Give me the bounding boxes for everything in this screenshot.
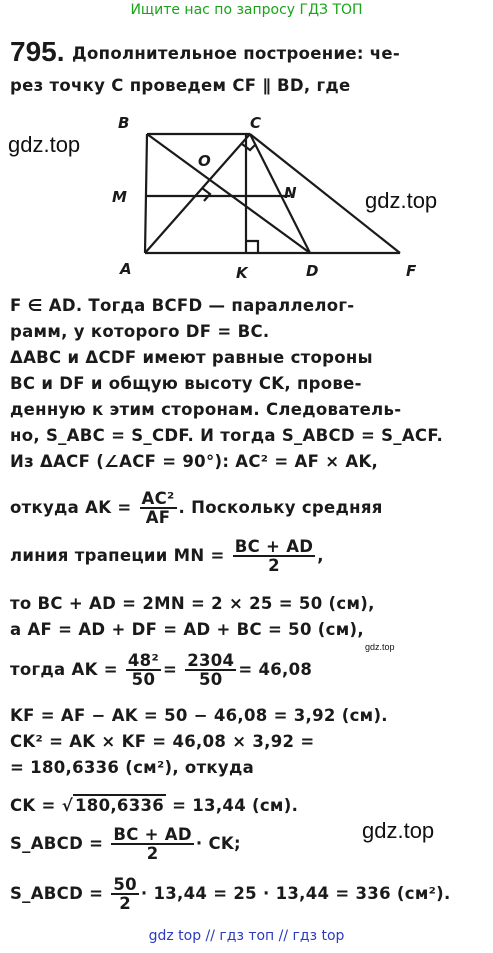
label-C: C: [250, 114, 262, 132]
text-line: а AF = AD + DF = AD + BC = 50 (см),: [10, 620, 364, 639]
text-line-fraction: S_ABCD = $\frac{BC + AD}{2}$ · CK;: [10, 825, 241, 864]
label-M: M: [112, 188, 127, 206]
label-K: K: [236, 264, 248, 282]
top-banner: Ищите нас по запросу ГДЗ ТОП: [130, 2, 363, 18]
watermark: gdz.top: [362, 818, 435, 843]
text-line: BC и DF и общую высоту CK, прове-: [10, 374, 362, 393]
text-line: то BC + AD = 2MN = 2 × 25 = 50 (см),: [10, 594, 375, 613]
text-line: Дополнительное построение: че-: [72, 44, 401, 63]
trapezoid-figure: [110, 108, 430, 288]
text-line: CK² = AK × KF = 46,08 × 3,92 =: [10, 732, 315, 751]
label-D: D: [306, 262, 319, 280]
label-A: A: [120, 260, 132, 278]
line-CD: [250, 134, 310, 253]
text-line: рез точку C проведем CF ∥ BD, где: [10, 76, 351, 95]
text-line: = 180,6336 (см²), откуда: [10, 758, 255, 777]
fraction-area: $\frac{BC + AD}{2}$: [113, 825, 192, 864]
line-CF: [250, 134, 400, 253]
bottom-banner: gdz top // гдз топ // гдз top: [148, 928, 345, 944]
text-line: F ∈ AD. Тогда BCFD — параллелог-: [10, 296, 355, 315]
fraction-midline: $\frac{BC + AD}{2}$: [234, 537, 314, 576]
text-line: но, S_ABC = S_CDF. И тогда S_ABCD = S_ACF.: [10, 426, 444, 445]
text-line-fraction: S_ABCD = $\frac{50}{2}$ · 13,44 = 25 · 13,44 = 336 (см²).: [10, 875, 451, 914]
right-angle-O: [202, 188, 210, 201]
fraction-2304-50: $\frac{2304}{50}$: [187, 651, 235, 690]
text-line: KF = AF − AK = 50 − 46,08 = 3,92 (см).: [10, 706, 388, 725]
radicand: 180,6336: [75, 796, 165, 815]
text-line-fraction: тогда AK = $\frac{\text{48²}}{50}$ = $\frac{2304}{50}$ = 46,08: [10, 651, 313, 690]
watermark: gdz.top: [8, 132, 81, 157]
watermark-small: gdz.top: [365, 642, 395, 652]
label-F: F: [406, 262, 417, 280]
text-line: денную к этим сторонам. Следователь-: [10, 400, 402, 419]
text-line: рамм, у которого DF = BC.: [10, 322, 270, 341]
fraction-50-2: $\frac{50}{2}$: [113, 875, 137, 914]
problem-number: 795.: [10, 36, 65, 67]
watermark: gdz.top: [365, 188, 438, 213]
text-line: ΔABC и ΔCDF имеют равные стороны: [10, 348, 373, 367]
label-B: B: [118, 114, 130, 132]
fraction-ac2-af: $\frac{\text{AC²}}{AF}$: [141, 489, 175, 528]
label-N: N: [284, 184, 297, 202]
line-AB: [145, 134, 147, 253]
text-line-fraction: откуда AK = $\frac{\text{AC²}}{AF}$ . Поскольку средняя: [10, 489, 383, 528]
label-O: O: [198, 152, 211, 170]
right-angle-K: [246, 241, 258, 253]
right-angle-C: [242, 144, 256, 150]
text-line: Из ΔACF (∠ACF = 90°): AC² = AF × AK,: [10, 452, 379, 471]
text-line-sqrt: CK = √ 180,6336 = 13,44 (см).: [10, 796, 299, 815]
text-line-fraction: линия трапеции MN = $\frac{BC + AD}{2}$ ,: [10, 537, 324, 576]
fraction-48sq-50: $\frac{\text{48²}}{50}$: [127, 651, 159, 690]
